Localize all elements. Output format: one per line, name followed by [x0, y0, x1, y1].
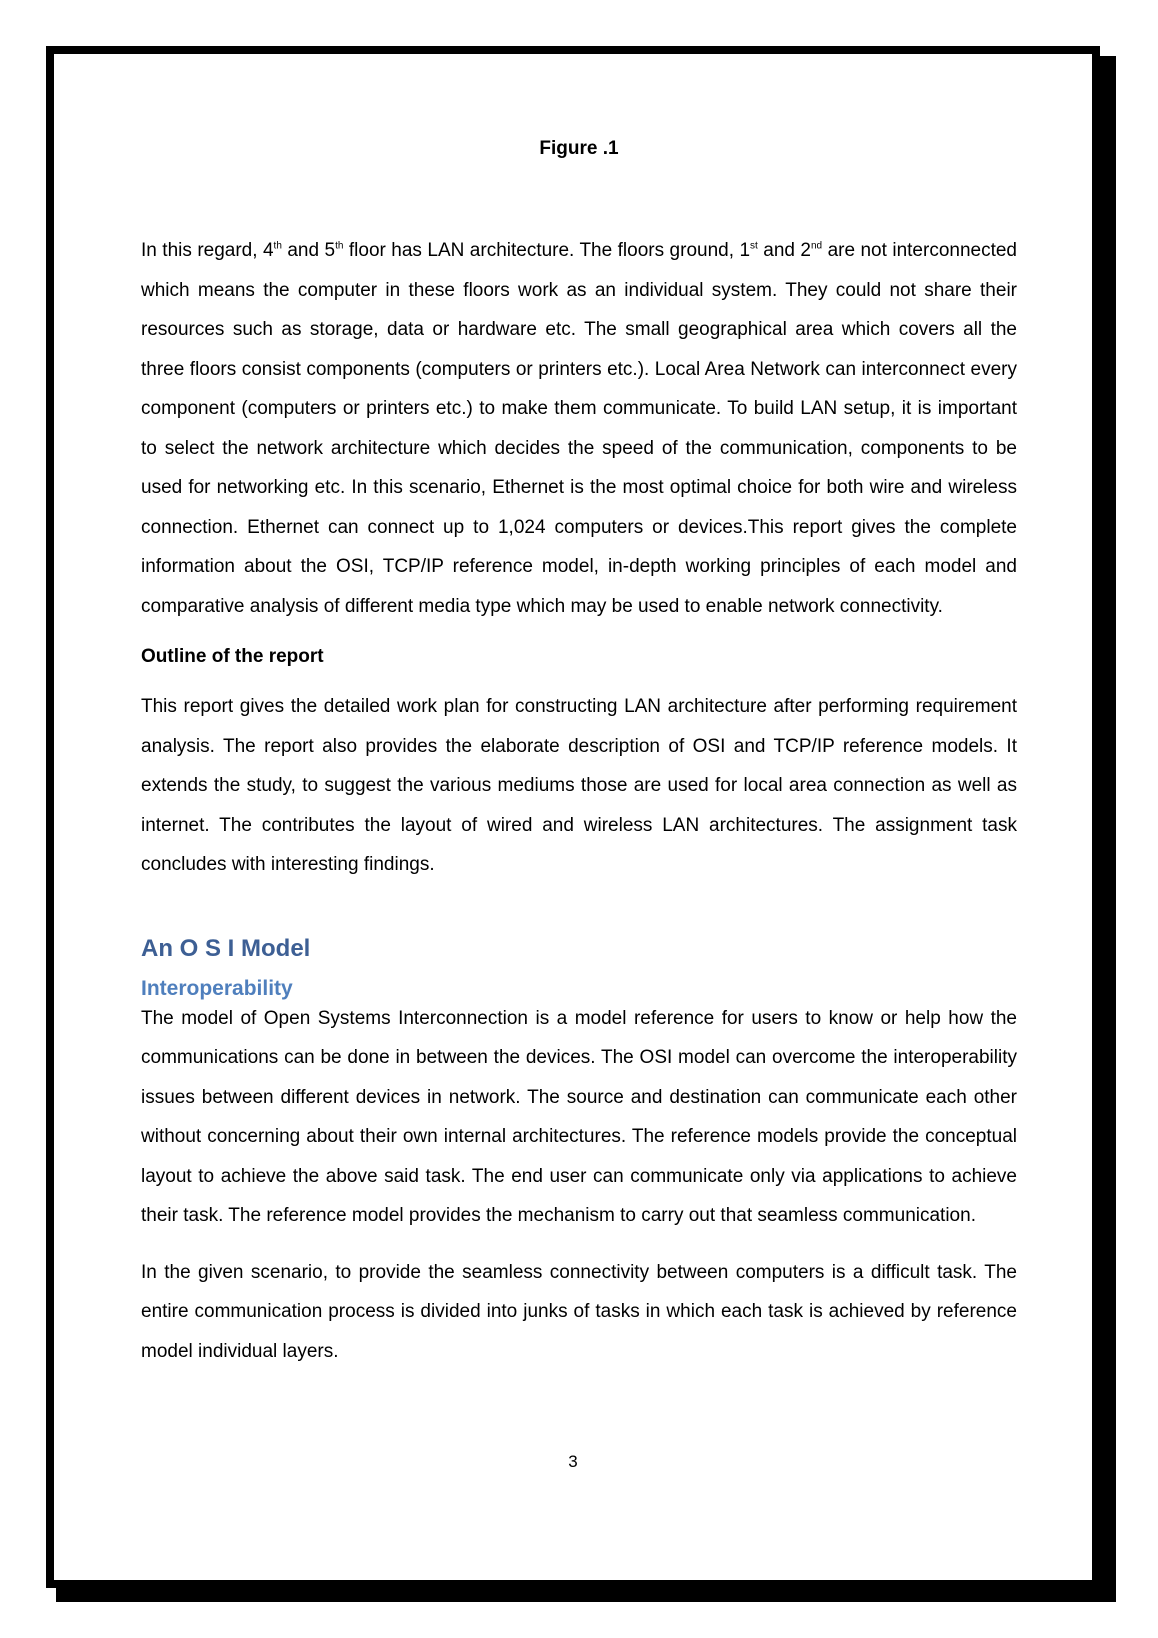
- intro-text-4: and 2: [757, 240, 811, 261]
- figure-caption: Figure .1: [539, 138, 619, 159]
- intro-paragraph: [141, 231, 1017, 626]
- osi-paragraph-2: In the given scenario, to provide the seamless connectivity between computers is a difficult task. The entire communication process is divided into junks of tasks in which each task is achieved by reference model individual layers.: [141, 1261, 1017, 1362]
- interoperability-subheading: Interoperability: [141, 976, 293, 1000]
- intro-text-5: are not interconnected which means the computer in these floors work as an individual system. They could not share their resources such as storage, data or hardware etc. The small geographical area which covers all the three floors consist components (computers or printers etc.). Local Area Network can interconnect every component (computers or printers etc.) to make them communicate. To build LAN setup, it is important to select the network architecture which decides the speed of the communication, components to be used for networking etc. In this scenario, Ethernet is the most optimal choice for both wire and wireless connection. Ethernet can connect up to 1,024 computers or devices.This report gives the complete information about the OSI, TCP/IP reference model, in-depth working principles of each model and comparative analysis of different media type which may be used to enable network connectivity.: [141, 240, 1018, 617]
- outline-paragraph: This report gives the detailed work plan for constructing LAN architecture after performing requirement analysis. The report also provides the elaborate description of OSI and TCP/IP reference models. It extends the study, to suggest the various mediums those are used for local area connection as well as internet. The contributes the layout of wired and wireless LAN architectures. The assignment task concludes with interesting findings.: [141, 696, 1017, 875]
- osi-paragraph-1: The model of Open Systems Interconnection is a model reference for users to know or help how the communications can be done in between the devices. The OSI model can overcome the interoperability issues between different devices in network. The source and destination can communicate each other without concerning about their own internal architectures. The reference models provide the conceptual layout to achieve the above said task. The end user can communicate only via applications to achieve their task. The reference model provides the mechanism to carry out that seamless communication.: [141, 1007, 1017, 1226]
- superscript-th-2: th: [335, 240, 344, 252]
- document-page: [46, 46, 1100, 1588]
- osi-model-heading: An O S I Model: [141, 934, 311, 962]
- page-number: 3: [568, 1452, 578, 1471]
- page-content: [141, 136, 1017, 1371]
- superscript-st: st: [750, 240, 758, 252]
- superscript-nd: nd: [811, 240, 823, 252]
- superscript-th-1: th: [273, 240, 282, 252]
- intro-text-1: In this regard, 4: [141, 240, 274, 261]
- outline-heading: Outline of the report: [141, 646, 324, 667]
- intro-text-3: floor has LAN architecture. The floors ground, 1: [343, 240, 751, 261]
- intro-text-2: and 5: [281, 240, 336, 261]
